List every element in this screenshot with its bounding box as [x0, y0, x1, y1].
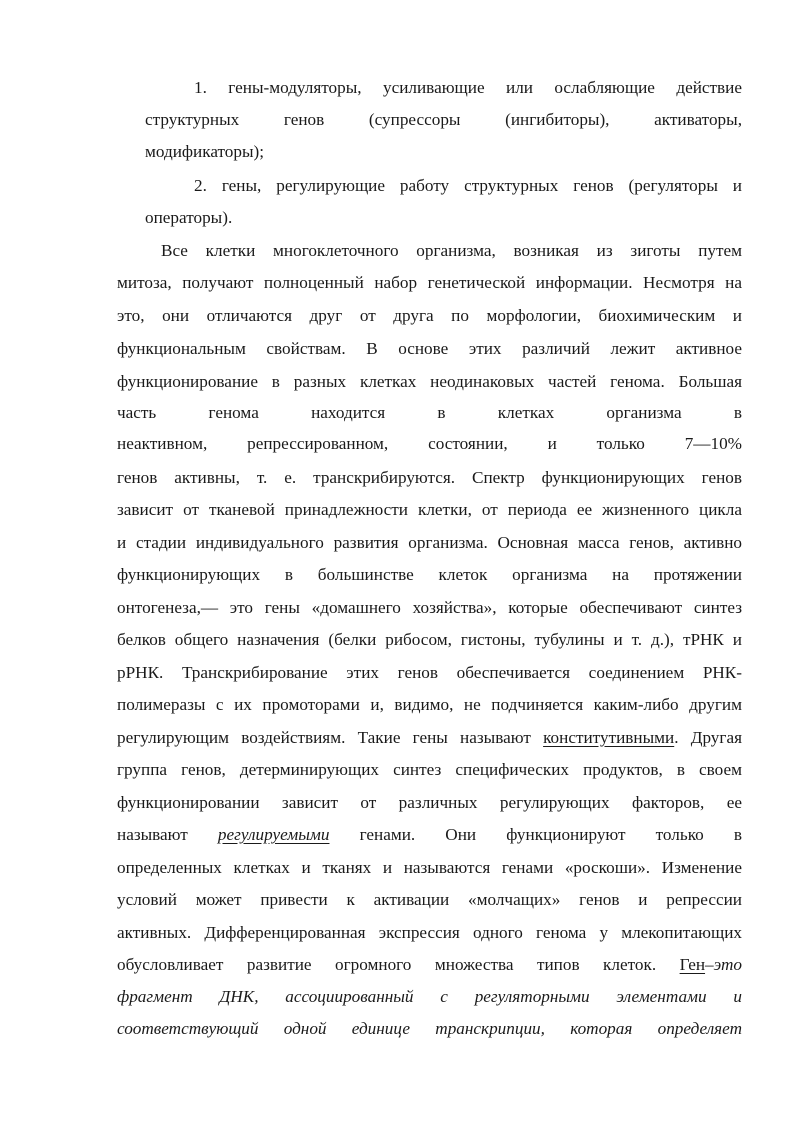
gene-definition-line: соответствующий одной единице транскрипции, которая определяет	[117, 1019, 742, 1038]
text-span: называют	[117, 825, 218, 844]
term-gene: Ген	[679, 955, 706, 974]
list-item-2-text-1: гены, регулирующие работу структурных генов (регуляторы и	[221, 176, 743, 195]
list-item-1-line-1	[194, 72, 742, 104]
paragraph-line: неактивном, репрессированном, состоянии, и только 7—10%	[117, 434, 742, 453]
list-item-1-line-2: структурных генов (супрессоры (ингибиторы), активаторы,	[145, 110, 742, 129]
paragraph-line: это, они отличаются друг от друга по морфологии, биохимическим и	[117, 306, 742, 325]
paragraph-line: функционировании зависит от различных регулирующих факторов, ее	[117, 793, 742, 812]
paragraph-line: генов активны, т. е. транскрибируются. Спектр функционирующих генов	[117, 468, 742, 487]
list-number-1: 1.	[194, 78, 207, 97]
list-item-1-text-1: гены-модуляторы, усиливающие или ослабляющие действие	[228, 78, 742, 97]
paragraph-line: и стадии индивидуального развития организма. Основная масса генов, активно	[117, 533, 742, 552]
paragraph-line: определенных клетках и тканях и называются генами «роскоши». Изменение	[117, 858, 742, 877]
list-item-2-line-1	[194, 170, 742, 202]
text-span: регулирующим воздействиям. Такие гены называют	[117, 728, 544, 747]
gene-definition-line: фрагмент ДНК, ассоциированный с регуляторными элементами и	[117, 987, 742, 1006]
paragraph-line: функционирующих в большинстве клеток организма на протяжении	[117, 565, 742, 584]
paragraph-line: функционирование в разных клетках неодинаковых частей генома. Большая	[117, 372, 742, 391]
list-number-2: 2.	[194, 176, 207, 195]
paragraph-line: полимеразы с их промоторами и, видимо, не подчиняется каким-либо другим	[117, 695, 742, 714]
paragraph-line-gene	[117, 949, 742, 981]
term-constitutive: конститутивными	[543, 728, 675, 747]
text-span: генами. Они функционируют только в	[329, 825, 742, 844]
term-regulated: регулируемыми	[217, 825, 330, 844]
text-span: . Другая	[674, 728, 742, 747]
paragraph-line: Все клетки многоклеточного организма, возникая из зиготы путем	[161, 241, 742, 260]
paragraph-line: условий может привести к активации «молчащих» генов и репрессии	[117, 890, 742, 909]
paragraph-line: активных. Дифференцированная экспрессия одного генома у млекопитающих	[117, 923, 742, 942]
list-item-2-line-2: операторы).	[145, 208, 233, 227]
paragraph-line: часть генома находится в клетках организма в	[117, 403, 742, 422]
paragraph-line: зависит от тканевой принадлежности клетки, от периода ее жизненного цикла	[117, 500, 742, 519]
paragraph-line: белков общего назначения (белки рибосом, гистоны, тубулины и т. д.), тРНК и	[117, 630, 742, 649]
paragraph-line-constitutive	[117, 722, 742, 754]
text-span: обусловливает развитие огромного множества типов клеток.	[117, 955, 680, 974]
gene-definition-start: –это	[705, 955, 742, 974]
paragraph-line: рРНК. Транскрибирование этих генов обеспечивается соединением РНК-	[117, 663, 742, 682]
paragraph-line: группа генов, детерминирующих синтез специфических продуктов, в своем	[117, 760, 742, 779]
list-item-1-line-3: модификаторы);	[145, 142, 265, 161]
paragraph-line: функциональным свойствам. В основе этих различий лежит активное	[117, 339, 742, 358]
paragraph-line: онтогенеза,— это гены «домашнего хозяйства», которые обеспечивают синтез	[117, 598, 742, 617]
paragraph-line: митоза, получают полноценный набор генетической информации. Несмотря на	[117, 273, 742, 292]
paragraph-line-regulated	[117, 819, 742, 851]
